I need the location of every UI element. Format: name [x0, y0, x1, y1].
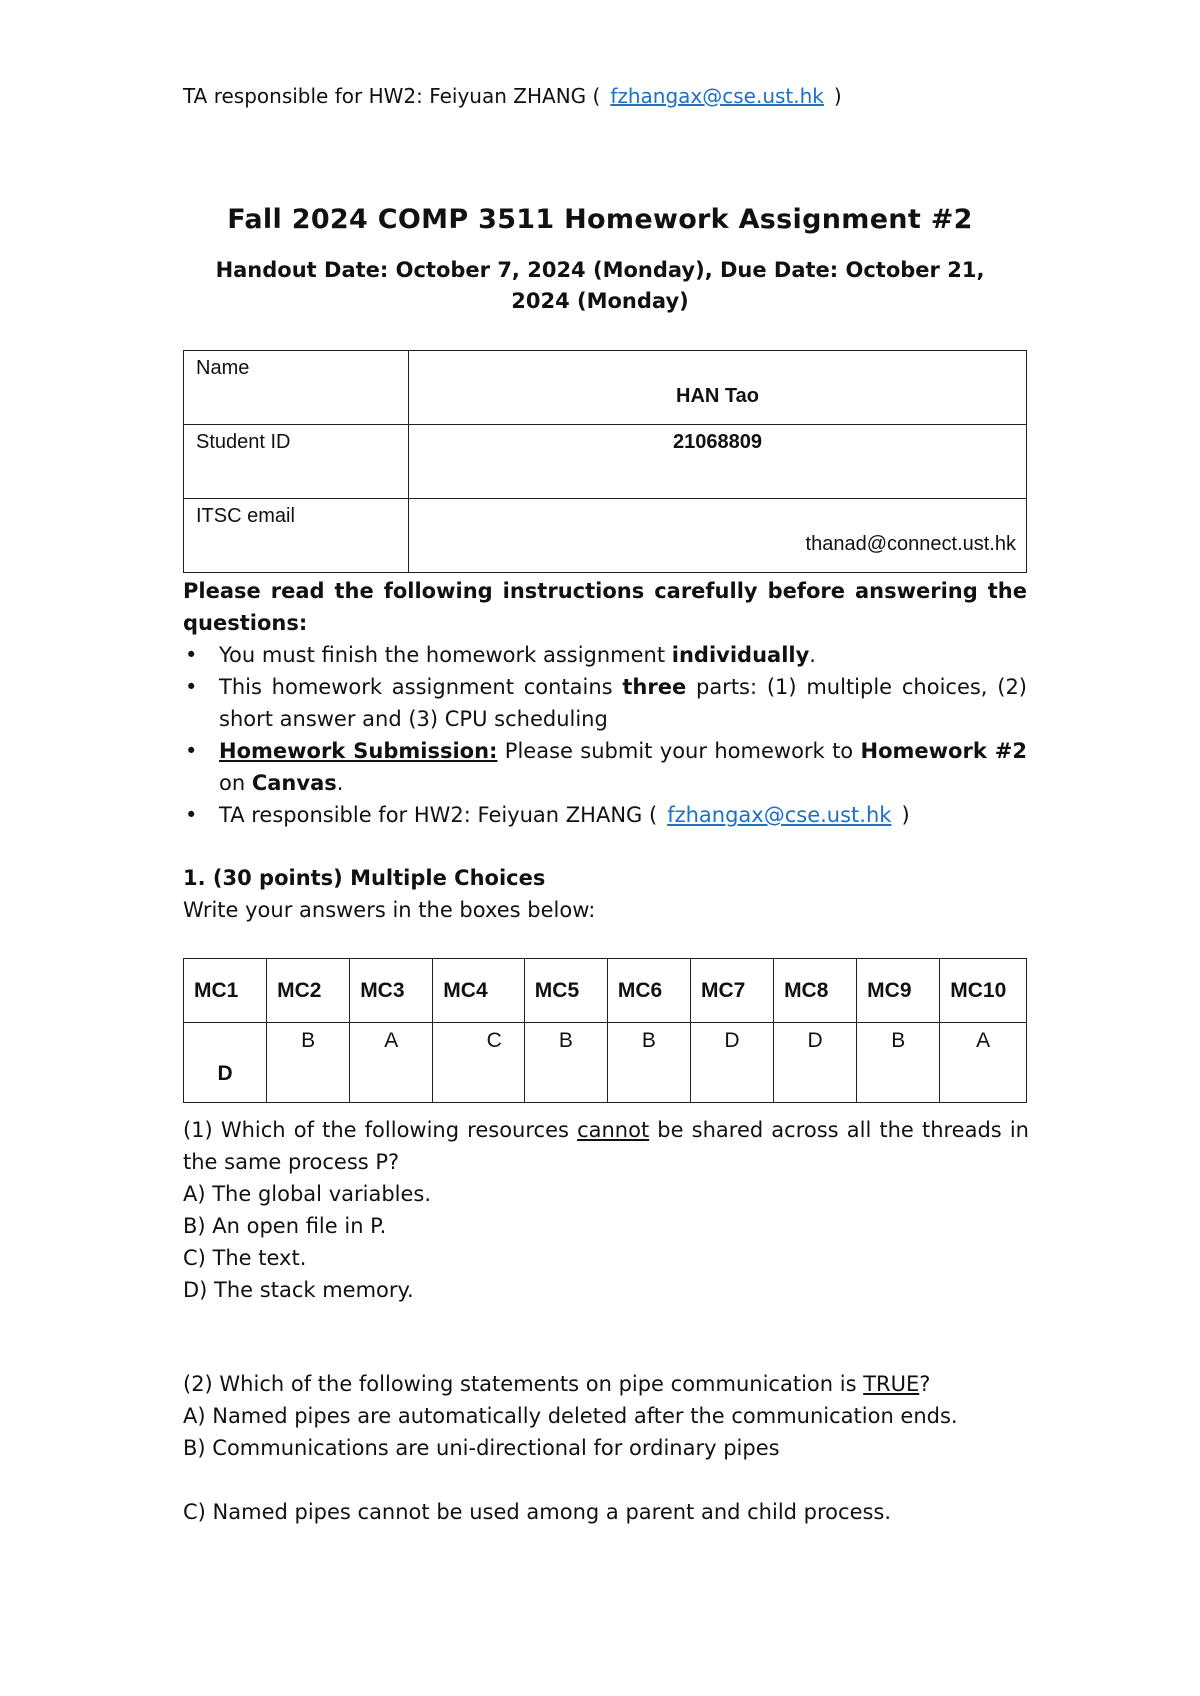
- question-2-option: A) Named pipes are automatically deleted after the communication ends.: [183, 1404, 958, 1428]
- mc-header-cell: MC9: [857, 959, 940, 1023]
- info-row-id: [184, 425, 1027, 499]
- b2-bold: three: [622, 675, 687, 699]
- mc-answer-cell: D: [184, 1023, 267, 1103]
- mc-answer-cell: C: [433, 1023, 525, 1103]
- mc-header-cell: MC5: [524, 959, 607, 1023]
- section-1-heading: 1. (30 points) Multiple Choices: [183, 866, 546, 890]
- b2-post: parts: (1) multiple choices, (2) short answer and (3) CPU scheduling: [219, 675, 1027, 731]
- ta-email-link[interactable]: fzhangax@cse.ust.hk: [610, 84, 824, 108]
- id-cell: [409, 425, 1027, 499]
- q1-stem-underlined: cannot: [577, 1118, 650, 1142]
- q2-stem-post: ?: [919, 1372, 931, 1396]
- instructions-list: [183, 639, 1027, 831]
- bullet-icon: •: [185, 643, 198, 667]
- b3-on: on: [219, 771, 252, 795]
- question-1-option: C) The text.: [183, 1246, 307, 1270]
- instruction-item: [183, 671, 1027, 735]
- instruction-item: [183, 735, 1027, 799]
- mc-header-cell: MC7: [690, 959, 773, 1023]
- instruction-item: [183, 639, 1027, 671]
- instructions: [183, 575, 1027, 831]
- question-2-stem: [183, 1368, 1029, 1400]
- b1-bold: individually: [671, 643, 810, 667]
- b3-homework: Homework #2: [860, 739, 1027, 763]
- mc-answer-cell: A: [940, 1023, 1027, 1103]
- mc-header-cell: MC1: [184, 959, 267, 1023]
- b3-post: .: [336, 771, 344, 795]
- name-value: HAN Tao: [676, 385, 759, 407]
- q2-stem-pre: (2) Which of the following statements on pipe communication is: [183, 1372, 864, 1396]
- mc-answer-cell: B: [857, 1023, 940, 1103]
- b3-text: Please submit your homework to: [497, 739, 861, 763]
- name-label: Name: [184, 351, 409, 425]
- q1-stem-pre: (1) Which of the following resources: [183, 1118, 578, 1142]
- ta-line: [183, 84, 842, 108]
- mc-header-cell: MC8: [774, 959, 857, 1023]
- question-1-option: B) An open file in P.: [183, 1214, 387, 1238]
- bullet-icon: •: [185, 739, 198, 763]
- email-label: ITSC email: [184, 499, 409, 573]
- b3-canvas: Canvas: [251, 771, 337, 795]
- q1-stem-post: be shared across all the threads in the same process P?: [183, 1118, 1029, 1174]
- mc-answer-cell: A: [350, 1023, 433, 1103]
- b4-text: TA responsible for HW2: Feiyuan ZHANG (: [219, 803, 658, 827]
- b2-text: This homework assignment contains: [219, 675, 623, 699]
- mc-answer-table: [183, 958, 1027, 1103]
- question-1-option: A) The global variables.: [183, 1182, 432, 1206]
- question-1-option: D) The stack memory.: [183, 1278, 414, 1302]
- mc-header-cell: MC10: [940, 959, 1027, 1023]
- ta-suffix: ): [833, 84, 842, 108]
- mc-header-cell: MC6: [607, 959, 690, 1023]
- question-2-option: B) Communications are uni-directional for ordinary pipes: [183, 1436, 780, 1460]
- email-cell: [409, 499, 1027, 573]
- info-row-name: [184, 351, 1027, 425]
- page-title: Fall 2024 COMP 3511 Homework Assignment #2: [227, 204, 973, 235]
- b4-suffix: ): [901, 803, 910, 827]
- question-1: [183, 1114, 1029, 1306]
- ta-prefix: TA responsible for HW2: Feiyuan ZHANG (: [183, 84, 601, 108]
- submission-title: Homework Submission:: [219, 739, 498, 763]
- b1-post: .: [809, 643, 816, 667]
- bullet-icon: •: [185, 803, 198, 827]
- id-label: Student ID: [184, 425, 409, 499]
- question-2: [183, 1368, 1029, 1528]
- mc-answer-cell: B: [524, 1023, 607, 1103]
- mc-header-row: [184, 959, 1027, 1023]
- mc-answer-cell: D: [774, 1023, 857, 1103]
- mc-answer-cell: B: [267, 1023, 350, 1103]
- question-2-option: C) Named pipes cannot be used among a parent and child process.: [183, 1500, 892, 1524]
- email-value: thanad@connect.ust.hk: [805, 533, 1016, 555]
- info-row-email: [184, 499, 1027, 573]
- mc-answer-cell: B: [607, 1023, 690, 1103]
- student-info-table: [183, 350, 1027, 573]
- b4-email-link[interactable]: fzhangax@cse.ust.hk: [667, 803, 892, 827]
- bullet-icon: •: [185, 675, 198, 699]
- mc-header-cell: MC3: [350, 959, 433, 1023]
- name-cell: [409, 351, 1027, 425]
- q2-stem-underlined: TRUE: [863, 1372, 920, 1396]
- page-subtitle: Handout Date: October 7, 2024 (Monday), Due Date: October 21, 2024 (Monday): [215, 258, 985, 313]
- mc-header-cell: MC2: [267, 959, 350, 1023]
- mc-answer-row: [184, 1023, 1027, 1103]
- id-value: 21068809: [673, 431, 762, 453]
- question-1-stem: [183, 1114, 1029, 1178]
- section-1: [183, 862, 595, 926]
- instructions-lead: Please read the following instructions carefully before answering the questions:: [183, 579, 1027, 635]
- b1-text: You must finish the homework assignment: [219, 643, 672, 667]
- mc-header-cell: MC4: [433, 959, 525, 1023]
- instruction-item: [183, 799, 1027, 831]
- section-1-prompt: Write your answers in the boxes below:: [183, 898, 596, 922]
- mc-answer-cell: D: [690, 1023, 773, 1103]
